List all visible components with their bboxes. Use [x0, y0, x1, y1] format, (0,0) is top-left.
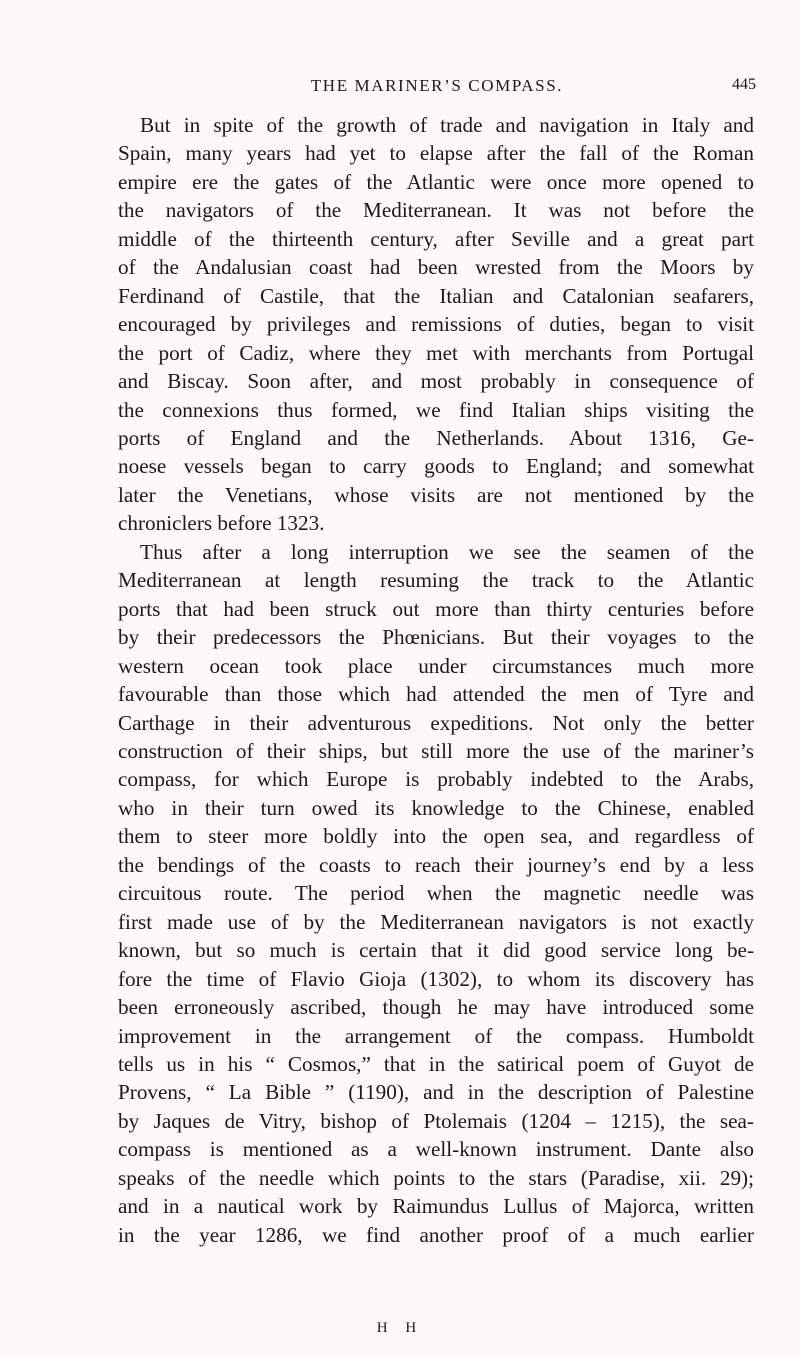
text-line: encouraged by privileges and remissions of duties, began to visit — [118, 312, 754, 337]
page-number: 445 — [732, 76, 756, 93]
text-line: western ocean took place under circumstances much more — [118, 653, 754, 678]
text-line: tells us in his “ Cosmos,” that in the satirical poem of Guyot de — [118, 1051, 754, 1076]
text-line: improvement in the arrangement of the compass. Humboldt — [118, 1023, 754, 1048]
text-line: construction of their ships, but still more the use of the mariner’s — [118, 738, 754, 763]
text-line: been erroneously ascribed, though he may have introduced some — [118, 995, 754, 1020]
body-text — [118, 111, 754, 1249]
text-line: circuitous route. The period when the magnetic needle was — [118, 881, 754, 906]
text-line: noese vessels began to carry goods to England; and somewhat — [118, 454, 754, 479]
text-line: Spain, many years had yet to elapse after the fall of the Roman — [118, 141, 754, 166]
signature-text: H H — [376, 1320, 424, 1336]
text-line: and Biscay. Soon after, and most probably in consequence of — [118, 369, 754, 394]
text-line: later the Venetians, whose visits are not mentioned by the — [118, 482, 754, 507]
text-line: the bendings of the coasts to reach their journey’s end by a less — [118, 852, 754, 877]
text-line: chroniclers before 1323. — [118, 511, 325, 536]
text-line: first made use of by the Mediterranean navigators is not exactly — [118, 909, 754, 934]
text-line: ports that had been struck out more than thirty centuries before — [118, 596, 754, 621]
text-line: Mediterranean at length resuming the track to the Atlantic — [118, 568, 754, 593]
text-line: the connexions thus formed, we find Italian ships visiting the — [118, 397, 754, 422]
running-title: THE MARINER’S COMPASS. — [310, 76, 564, 95]
text-line: by Jaques de Vitry, bishop of Ptolemais (1204 – 1215), the sea- — [118, 1108, 754, 1133]
text-line: speaks of the needle which points to the stars (Paradise, xii. 29); — [118, 1165, 754, 1190]
text-line: favourable than those which had attended the men of Tyre and — [118, 682, 754, 707]
text-line: Thus after a long interruption we see the seamen of the — [140, 539, 754, 564]
text-line: Carthage in their adventurous expeditions. Not only the better — [118, 710, 754, 735]
text-line: middle of the thirteenth century, after Seville and a great part — [118, 226, 754, 251]
text-line: the port of Cadiz, where they met with merchants from Portugal — [118, 340, 754, 365]
text-line: of the Andalusian coast had been wrested from the Moors by — [118, 255, 754, 280]
text-line: Provens, “ La Bible ” (1190), and in the description of Palestine — [118, 1080, 754, 1105]
text-line: in the year 1286, we find another proof of a much earlier — [118, 1222, 754, 1247]
text-line: ports of England and the Netherlands. About 1316, Ge- — [118, 425, 754, 450]
text-line: and in a nautical work by Raimundus Lullus of Majorca, written — [118, 1194, 754, 1219]
text-line: compass, for which Europe is probably indebted to the Arabs, — [118, 767, 754, 792]
text-line: But in spite of the growth of trade and navigation in Italy and — [140, 113, 754, 137]
text-line: known, but so much is certain that it did good service long be- — [118, 938, 754, 963]
page-header — [118, 76, 756, 106]
text-line: empire ere the gates of the Atlantic were once more opened to — [118, 169, 754, 194]
text-line: who in their turn owed its knowledge to the Chinese, enabled — [118, 795, 754, 820]
text-line: compass is mentioned as a well-known instrument. Dante also — [118, 1137, 754, 1162]
text-line: by their predecessors the Phœnicians. But their voyages to the — [118, 625, 754, 650]
text-line: Ferdinand of Castile, that the Italian and Catalonian seafarers, — [118, 283, 754, 308]
signature-mark — [0, 1317, 800, 1337]
text-line: fore the time of Flavio Gioja (1302), to whom its discovery has — [118, 966, 754, 991]
text-line: them to steer more boldly into the open sea, and regardless of — [118, 824, 754, 849]
text-line: the navigators of the Mediterranean. It was not before the — [118, 198, 754, 223]
